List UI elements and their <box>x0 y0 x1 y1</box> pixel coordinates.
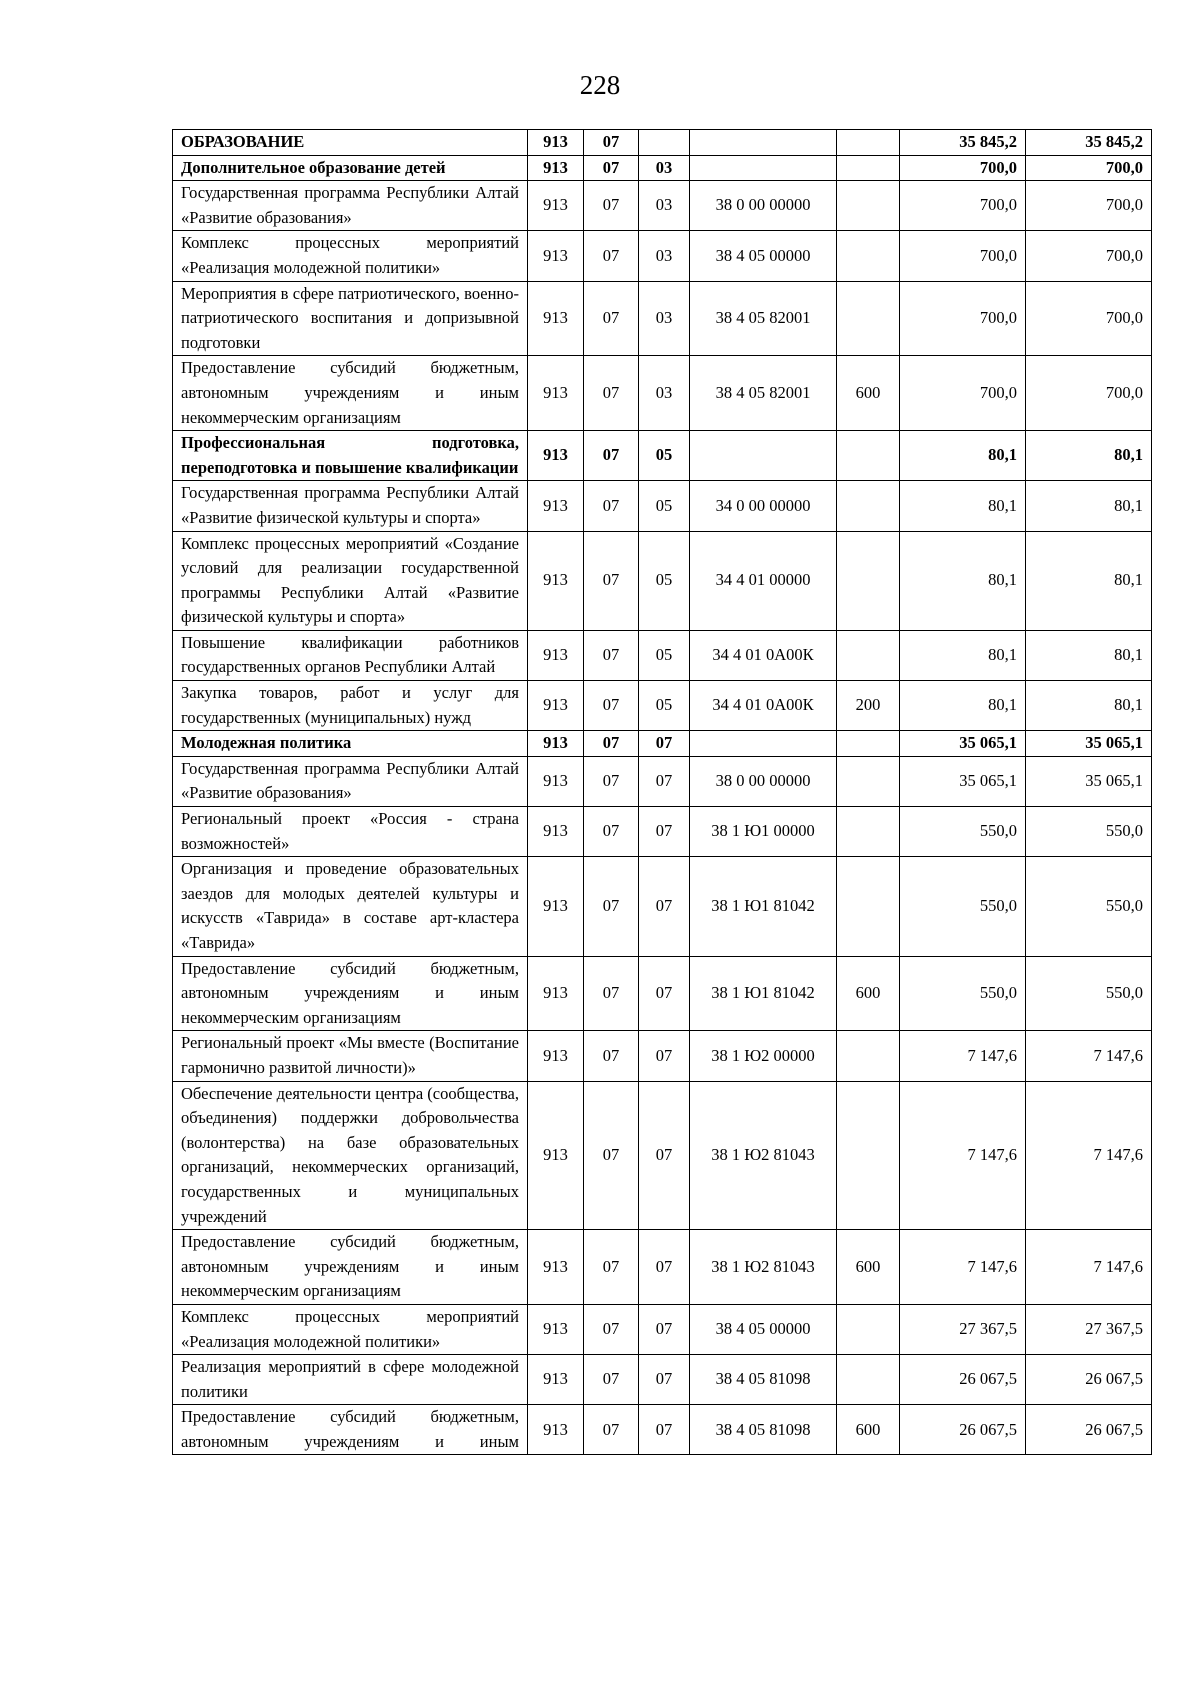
expense-type-cell: 600 <box>837 1405 900 1455</box>
section-code-cell: 07 <box>584 431 639 481</box>
budget-table-body <box>173 130 1152 1455</box>
table-row <box>173 356 1152 431</box>
expense-type-cell <box>837 481 900 531</box>
expense-type-cell <box>837 1081 900 1230</box>
amount-year1-cell: 7 147,6 <box>900 1230 1026 1305</box>
table-row <box>173 431 1152 481</box>
target-article-cell: 38 1 Ю2 81043 <box>690 1230 837 1305</box>
amount-year2-cell: 26 067,5 <box>1026 1405 1152 1455</box>
expense-type-cell: 600 <box>837 956 900 1031</box>
amount-year2-cell: 80,1 <box>1026 481 1152 531</box>
ministry-code-cell: 913 <box>528 531 584 630</box>
amount-year2-cell: 550,0 <box>1026 807 1152 857</box>
item-name-cell: Предоставление субсидий бюджетным, автономным учреждениям и иным <box>173 1405 528 1455</box>
target-article-cell: 34 4 01 0А00К <box>690 681 837 731</box>
target-article-cell: 38 1 Ю2 00000 <box>690 1031 837 1081</box>
expense-type-cell <box>837 731 900 757</box>
ministry-code-cell: 913 <box>528 1081 584 1230</box>
amount-year2-cell: 27 367,5 <box>1026 1304 1152 1354</box>
item-name-cell: Мероприятия в сфере патриотического, военно-патриотического воспитания и допризывной подготовки <box>173 281 528 356</box>
target-article-cell: 38 0 00 00000 <box>690 756 837 806</box>
item-name-cell: Дополнительное образование детей <box>173 155 528 181</box>
ministry-code-cell: 913 <box>528 731 584 757</box>
ministry-code-cell: 913 <box>528 1405 584 1455</box>
expense-type-cell <box>837 1355 900 1405</box>
amount-year1-cell: 80,1 <box>900 431 1026 481</box>
section-code-cell: 07 <box>584 1230 639 1305</box>
section-code-cell: 07 <box>584 681 639 731</box>
table-row <box>173 857 1152 956</box>
subsection-code-cell: 07 <box>639 1304 690 1354</box>
amount-year1-cell: 80,1 <box>900 531 1026 630</box>
section-code-cell: 07 <box>584 807 639 857</box>
ministry-code-cell: 913 <box>528 181 584 231</box>
subsection-code-cell: 03 <box>639 155 690 181</box>
ministry-code-cell: 913 <box>528 630 584 680</box>
item-name-cell: ОБРАЗОВАНИЕ <box>173 130 528 156</box>
ministry-code-cell: 913 <box>528 481 584 531</box>
ministry-code-cell: 913 <box>528 231 584 281</box>
target-article-cell <box>690 130 837 156</box>
amount-year2-cell: 700,0 <box>1026 181 1152 231</box>
item-name-cell: Государственная программа Республики Алтай «Развитие физической культуры и спорта» <box>173 481 528 531</box>
subsection-code-cell: 03 <box>639 231 690 281</box>
ministry-code-cell: 913 <box>528 681 584 731</box>
expense-type-cell <box>837 155 900 181</box>
table-row <box>173 1031 1152 1081</box>
item-name-cell: Повышение квалификации работников государственных органов Республики Алтай <box>173 630 528 680</box>
table-row <box>173 1230 1152 1305</box>
amount-year2-cell: 7 147,6 <box>1026 1230 1152 1305</box>
subsection-code-cell: 05 <box>639 630 690 680</box>
table-row <box>173 756 1152 806</box>
target-article-cell: 38 1 Ю1 00000 <box>690 807 837 857</box>
item-name-cell: Государственная программа Республики Алтай «Развитие образования» <box>173 756 528 806</box>
item-name-cell: Государственная программа Республики Алтай «Развитие образования» <box>173 181 528 231</box>
expense-type-cell: 600 <box>837 356 900 431</box>
section-code-cell: 07 <box>584 481 639 531</box>
amount-year2-cell: 700,0 <box>1026 155 1152 181</box>
table-row <box>173 630 1152 680</box>
ministry-code-cell: 913 <box>528 356 584 431</box>
subsection-code-cell: 03 <box>639 356 690 431</box>
target-article-cell: 38 0 00 00000 <box>690 181 837 231</box>
amount-year2-cell: 80,1 <box>1026 531 1152 630</box>
amount-year1-cell: 27 367,5 <box>900 1304 1026 1354</box>
target-article-cell: 38 1 Ю1 81042 <box>690 956 837 1031</box>
amount-year1-cell: 35 065,1 <box>900 731 1026 757</box>
amount-year1-cell: 35 065,1 <box>900 756 1026 806</box>
amount-year1-cell: 700,0 <box>900 231 1026 281</box>
item-name-cell: Молодежная политика <box>173 731 528 757</box>
subsection-code-cell: 07 <box>639 857 690 956</box>
table-row <box>173 130 1152 156</box>
table-row <box>173 807 1152 857</box>
section-code-cell: 07 <box>584 1081 639 1230</box>
ministry-code-cell: 913 <box>528 155 584 181</box>
subsection-code-cell: 07 <box>639 731 690 757</box>
target-article-cell <box>690 155 837 181</box>
amount-year2-cell: 80,1 <box>1026 681 1152 731</box>
amount-year1-cell: 80,1 <box>900 681 1026 731</box>
subsection-code-cell: 07 <box>639 1031 690 1081</box>
ministry-code-cell: 913 <box>528 756 584 806</box>
expense-type-cell <box>837 231 900 281</box>
ministry-code-cell: 913 <box>528 1355 584 1405</box>
section-code-cell: 07 <box>584 531 639 630</box>
amount-year2-cell: 35 065,1 <box>1026 756 1152 806</box>
section-code-cell: 07 <box>584 1405 639 1455</box>
section-code-cell: 07 <box>584 356 639 431</box>
expense-type-cell <box>837 281 900 356</box>
amount-year1-cell: 700,0 <box>900 155 1026 181</box>
amount-year2-cell: 550,0 <box>1026 857 1152 956</box>
item-name-cell: Комплекс процессных мероприятий «Реализация молодежной политики» <box>173 1304 528 1354</box>
table-row <box>173 1304 1152 1354</box>
amount-year2-cell: 700,0 <box>1026 281 1152 356</box>
ministry-code-cell: 913 <box>528 1031 584 1081</box>
amount-year2-cell: 80,1 <box>1026 630 1152 680</box>
amount-year2-cell: 35 065,1 <box>1026 731 1152 757</box>
page-number: 228 <box>579 70 621 100</box>
table-row <box>173 956 1152 1031</box>
item-name-cell: Обеспечение деятельности центра (сообщества, объединения) поддержки добровольчества (волонтерства) на базе образовательных организаций, некоммерческих организаций, государственных и муниципальных учреждений <box>173 1081 528 1230</box>
subsection-code-cell: 07 <box>639 1355 690 1405</box>
target-article-cell <box>690 731 837 757</box>
amount-year2-cell: 80,1 <box>1026 431 1152 481</box>
subsection-code-cell: 05 <box>639 431 690 481</box>
amount-year2-cell: 26 067,5 <box>1026 1355 1152 1405</box>
subsection-code-cell: 07 <box>639 756 690 806</box>
table-row <box>173 731 1152 757</box>
table-row <box>173 531 1152 630</box>
expense-type-cell <box>837 857 900 956</box>
section-code-cell: 07 <box>584 1304 639 1354</box>
target-article-cell <box>690 431 837 481</box>
amount-year1-cell: 700,0 <box>900 281 1026 356</box>
target-article-cell: 38 4 05 82001 <box>690 356 837 431</box>
section-code-cell: 07 <box>584 1031 639 1081</box>
section-code-cell: 07 <box>584 1355 639 1405</box>
table-row <box>173 1081 1152 1230</box>
section-code-cell: 07 <box>584 231 639 281</box>
target-article-cell: 34 4 01 00000 <box>690 531 837 630</box>
target-article-cell: 38 1 Ю2 81043 <box>690 1081 837 1230</box>
amount-year2-cell: 700,0 <box>1026 231 1152 281</box>
subsection-code-cell: 05 <box>639 481 690 531</box>
table-row <box>173 1355 1152 1405</box>
section-code-cell: 07 <box>584 281 639 356</box>
subsection-code-cell: 07 <box>639 1405 690 1455</box>
item-name-cell: Реализация мероприятий в сфере молодежной политики <box>173 1355 528 1405</box>
subsection-code-cell: 07 <box>639 1230 690 1305</box>
section-code-cell: 07 <box>584 630 639 680</box>
expense-type-cell: 200 <box>837 681 900 731</box>
subsection-code-cell: 07 <box>639 807 690 857</box>
section-code-cell: 07 <box>584 756 639 806</box>
table-row <box>173 155 1152 181</box>
target-article-cell: 38 4 05 82001 <box>690 281 837 356</box>
amount-year2-cell: 700,0 <box>1026 356 1152 431</box>
amount-year1-cell: 35 845,2 <box>900 130 1026 156</box>
target-article-cell: 38 4 05 81098 <box>690 1355 837 1405</box>
amount-year1-cell: 550,0 <box>900 956 1026 1031</box>
section-code-cell: 07 <box>584 956 639 1031</box>
ministry-code-cell: 913 <box>528 1304 584 1354</box>
expense-type-cell <box>837 756 900 806</box>
table-row <box>173 181 1152 231</box>
expense-type-cell <box>837 531 900 630</box>
ministry-code-cell: 913 <box>528 807 584 857</box>
target-article-cell: 38 4 05 81098 <box>690 1405 837 1455</box>
subsection-code-cell: 03 <box>639 181 690 231</box>
ministry-code-cell: 913 <box>528 1230 584 1305</box>
section-code-cell: 07 <box>584 130 639 156</box>
section-code-cell: 07 <box>584 181 639 231</box>
amount-year1-cell: 80,1 <box>900 630 1026 680</box>
table-row <box>173 281 1152 356</box>
amount-year1-cell: 26 067,5 <box>900 1355 1026 1405</box>
subsection-code-cell <box>639 130 690 156</box>
amount-year1-cell: 700,0 <box>900 356 1026 431</box>
item-name-cell: Организация и проведение образовательных заездов для молодых деятелей культуры и искусств «Таврида» в составе арт-кластера «Таврида» <box>173 857 528 956</box>
expense-type-cell <box>837 130 900 156</box>
expense-type-cell <box>837 630 900 680</box>
table-row <box>173 681 1152 731</box>
amount-year2-cell: 7 147,6 <box>1026 1081 1152 1230</box>
amount-year2-cell: 7 147,6 <box>1026 1031 1152 1081</box>
item-name-cell: Комплекс процессных мероприятий «Реализация молодежной политики» <box>173 231 528 281</box>
target-article-cell: 34 0 00 00000 <box>690 481 837 531</box>
expense-type-cell <box>837 1304 900 1354</box>
budget-table <box>172 129 1152 1455</box>
amount-year1-cell: 550,0 <box>900 857 1026 956</box>
ministry-code-cell: 913 <box>528 281 584 356</box>
subsection-code-cell: 07 <box>639 956 690 1031</box>
expense-type-cell <box>837 1031 900 1081</box>
item-name-cell: Предоставление субсидий бюджетным, автономным учреждениям и иным некоммерческим организациям <box>173 356 528 431</box>
amount-year2-cell: 35 845,2 <box>1026 130 1152 156</box>
item-name-cell: Профессиональная подготовка, переподготовка и повышение квалификации <box>173 431 528 481</box>
item-name-cell: Предоставление субсидий бюджетным, автономным учреждениям и иным некоммерческим организациям <box>173 956 528 1031</box>
amount-year1-cell: 550,0 <box>900 807 1026 857</box>
item-name-cell: Комплекс процессных мероприятий «Создание условий для реализации государственной программы Республики Алтай «Развитие физической культуры и спорта» <box>173 531 528 630</box>
target-article-cell: 38 4 05 00000 <box>690 231 837 281</box>
item-name-cell: Региональный проект «Россия - страна возможностей» <box>173 807 528 857</box>
table-row <box>173 231 1152 281</box>
table-row <box>173 481 1152 531</box>
amount-year1-cell: 7 147,6 <box>900 1031 1026 1081</box>
table-row <box>173 1405 1152 1455</box>
item-name-cell: Региональный проект «Мы вместе (Воспитание гармонично развитой личности)» <box>173 1031 528 1081</box>
section-code-cell: 07 <box>584 731 639 757</box>
amount-year1-cell: 26 067,5 <box>900 1405 1026 1455</box>
amount-year1-cell: 80,1 <box>900 481 1026 531</box>
expense-type-cell <box>837 807 900 857</box>
target-article-cell: 38 4 05 00000 <box>690 1304 837 1354</box>
target-article-cell: 38 1 Ю1 81042 <box>690 857 837 956</box>
amount-year2-cell: 550,0 <box>1026 956 1152 1031</box>
target-article-cell: 34 4 01 0А00К <box>690 630 837 680</box>
subsection-code-cell: 07 <box>639 1081 690 1230</box>
item-name-cell: Закупка товаров, работ и услуг для государственных (муниципальных) нужд <box>173 681 528 731</box>
amount-year1-cell: 700,0 <box>900 181 1026 231</box>
subsection-code-cell: 05 <box>639 681 690 731</box>
section-code-cell: 07 <box>584 857 639 956</box>
item-name-cell: Предоставление субсидий бюджетным, автономным учреждениям и иным некоммерческим организациям <box>173 1230 528 1305</box>
amount-year1-cell: 7 147,6 <box>900 1081 1026 1230</box>
ministry-code-cell: 913 <box>528 431 584 481</box>
expense-type-cell: 600 <box>837 1230 900 1305</box>
ministry-code-cell: 913 <box>528 956 584 1031</box>
ministry-code-cell: 913 <box>528 857 584 956</box>
section-code-cell: 07 <box>584 155 639 181</box>
ministry-code-cell: 913 <box>528 130 584 156</box>
expense-type-cell <box>837 431 900 481</box>
subsection-code-cell: 05 <box>639 531 690 630</box>
expense-type-cell <box>837 181 900 231</box>
subsection-code-cell: 03 <box>639 281 690 356</box>
